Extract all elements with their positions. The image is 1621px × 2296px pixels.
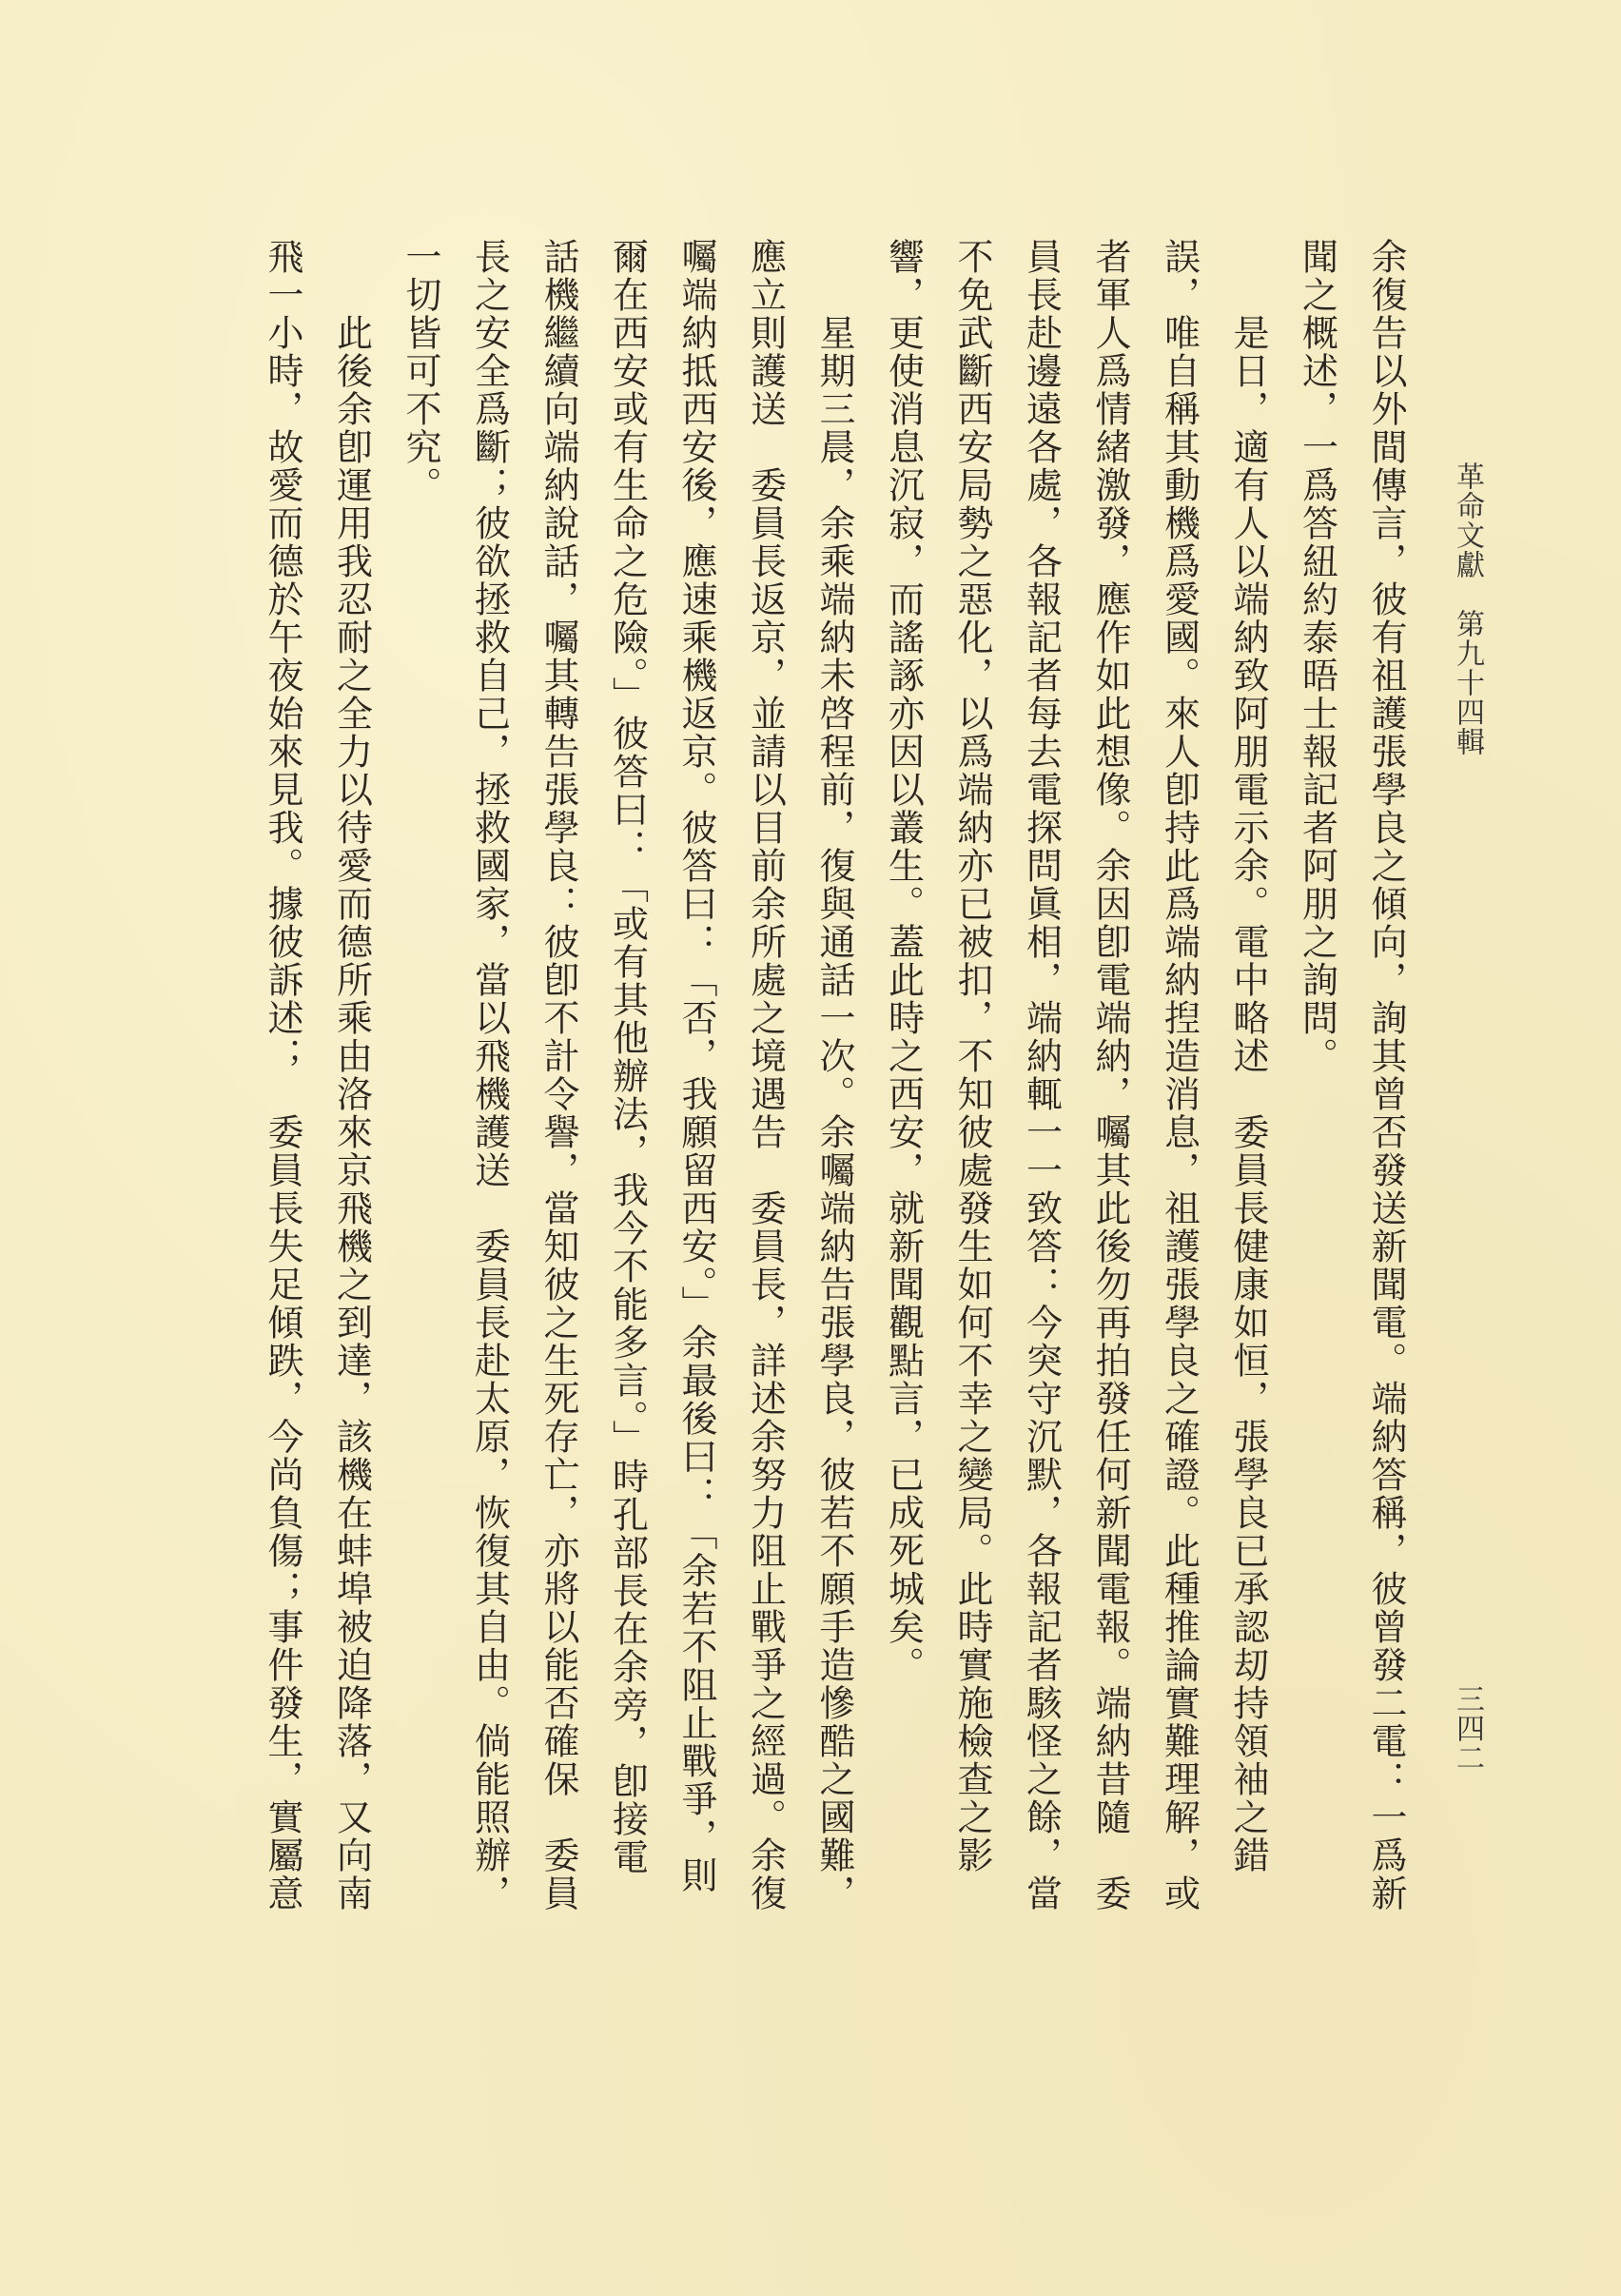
text-column [881,238,927,1684]
page-number: 三四二 [1451,1684,1484,1773]
text-column [674,238,719,1894]
column-text: 長之安全爲斷；彼欲拯救自己，拯救國家，當以飛機護送 委員長赴太原，恢復其自由。倘能照辦， [468,238,511,1913]
text-column [949,238,995,1874]
column-text: 星期三晨，余乘端納未啓程前，復與通話一次。余囑端納告張學良，彼若不願手造慘酷之國難， [813,314,855,1913]
text-column [605,238,651,1876]
text-column [1225,314,1271,1874]
text-column [1157,238,1202,1913]
text-column [398,238,443,504]
text-column [811,314,857,1913]
text-column [467,238,513,1913]
text-column [1087,238,1133,1913]
column-text: 員長赴邊遠各處，各報記者每去電探問眞相，端納輒一一致答：今突守沉默，各報記者駭怪之餘，當 [1020,238,1063,1913]
column-text: 不免武斷西安局勢之惡化，以爲端納亦已被扣，不知彼處發生如何不幸之變局。此時實施檢查之影 [951,238,993,1874]
column-text: 囑端納抵西安後，應速乘機返京。彼答曰：「否，我願留西安。」余最後曰：「余若不阻止戰爭，則 [675,238,717,1894]
text-column [260,238,305,1913]
column-text: 聞之概述，一爲答紐約泰晤士報記者阿朋之詢問。 [1296,238,1338,1075]
column-text: 者軍人爲情緒激發，應作如此想像。余因卽電端納，囑其此後勿再拍發任何新聞電報。端納昔隨 委 [1089,238,1131,1913]
text-column [743,238,789,1913]
column-text: 誤，唯自稱其動機爲愛國。來人卽持此爲端納揑造消息，祖護張學良之確證。此種推論實難理解，或 [1158,238,1201,1913]
running-header-title: 革命文獻 第九十四輯 [1451,461,1484,756]
column-text: 一切皆可不究。 [400,238,441,504]
column-text: 響，更使消息沉寂，而謠諑亦因以叢生。蓋此時之西安，就新聞觀點言，已成死城矣。 [882,238,925,1684]
text-column [1295,238,1340,1075]
column-text: 是日，適有人以端納致阿朋電示余。電中略述 委員長健康如恒，張學良已承認刧持領袖之錯 [1227,314,1269,1874]
column-text: 余復告以外間傳言，彼有祖護張學良之傾向，詢其曾否發送新聞電。端納答稱，彼曾發二電：一爲新 [1365,238,1407,1913]
column-text: 應立則護送 委員長返京，並請以目前余所處之境遇告 委員長，詳述余努力阻止戰爭之經過。余復 [744,238,787,1913]
text-column [1019,238,1064,1913]
column-text: 此後余卽運用我忍耐之全力以待愛而德所乘由洛來京飛機之到達，該機在蚌埠被迫降落，又向南 [330,314,373,1913]
column-text: 飛一小時，故愛而德於午夜始來見我。據彼訴述； 委員長失足傾跌，今尚負傷；事件發生，實屬意 [262,238,303,1913]
column-text: 爾在西安或有生命之危險。」彼答曰：「或有其他辦法，我今不能多言。」時孔部長在余旁，卽接電 [606,238,649,1876]
text-column [1363,238,1409,1913]
text-column [536,238,581,1913]
text-column [329,314,375,1913]
column-text: 話機繼續向端納說話，囑其轉告張學良：彼卽不計令譽，當知彼之生死存亡，亦將以能否確保 委員 [537,238,579,1913]
